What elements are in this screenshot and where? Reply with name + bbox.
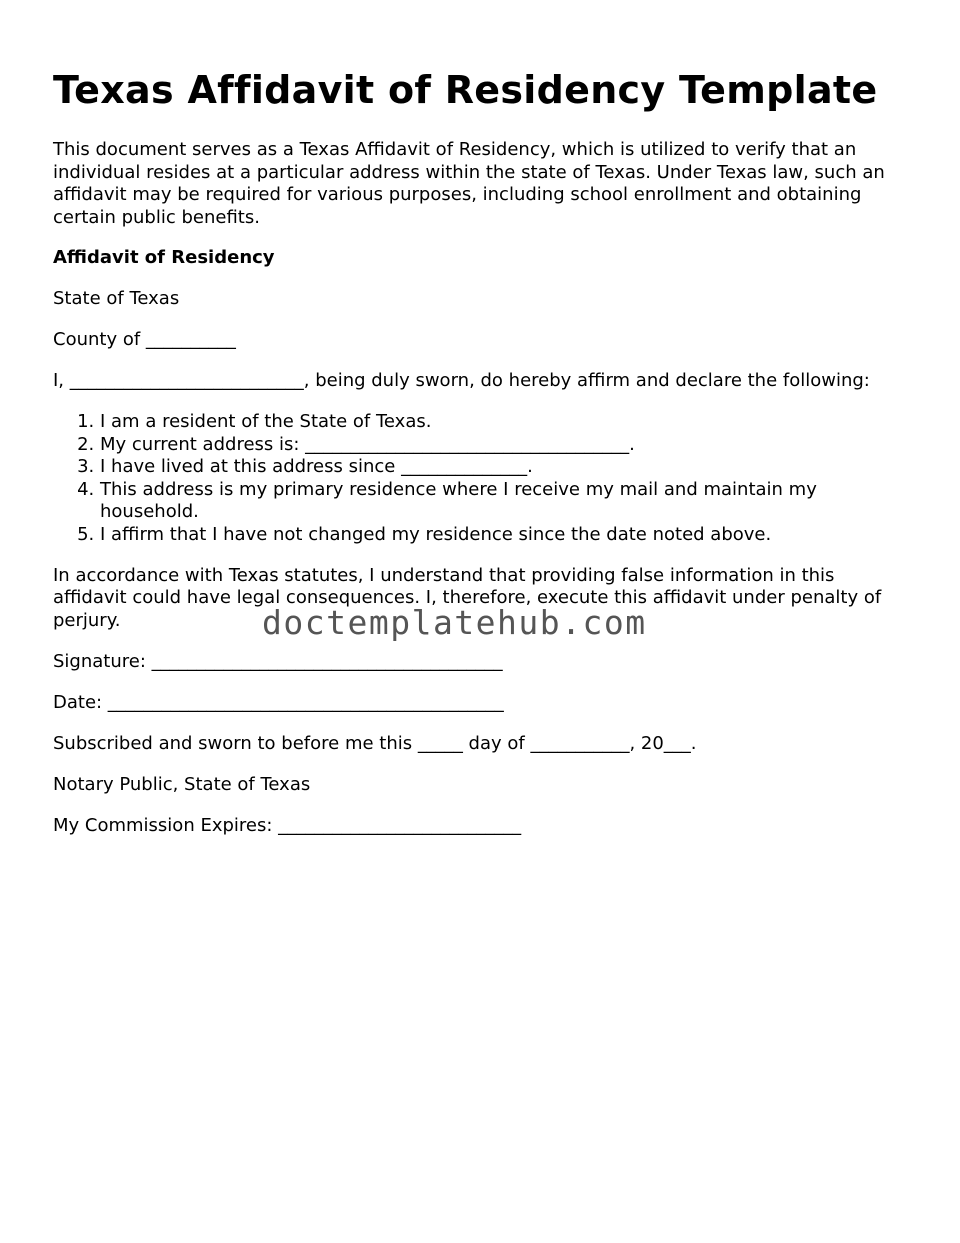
list-item: 4. This address is my primary residence where I receive my mail and maintain my household. (100, 479, 906, 524)
signature-line: Signature: _______________________________________ (53, 650, 503, 672)
county-line: County of __________ (53, 329, 236, 350)
document-page (53, 66, 913, 837)
list-item: 2. My current address is: ____________________________________. (100, 434, 906, 457)
notary-line: Notary Public, State of Texas (53, 773, 311, 795)
list-item: 3. I have lived at this address since ______________. (100, 456, 906, 479)
sworn-line: Subscribed and sworn to before me this _____ day of ___________, 20___. (53, 732, 697, 754)
intro-paragraph: This document serves as a Texas Affidavit of Residency, which is utilized to verify that an individual resides at a particular address within the state of Texas. Under Texas law, such an affidavit may be required for various purposes, including school enrollment and obtaining certain public benefits. (53, 139, 885, 228)
list-item: 1. I am a resident of the State of Texas. (100, 411, 906, 434)
closing-paragraph: In accordance with Texas statutes, I understand that providing false information in this affidavit could have legal consequences. I, therefore, execute this affidavit under penalty of perjury. (53, 564, 882, 631)
watermark: doctemplatehub.com (262, 603, 647, 642)
affiant-line: I, __________________________, being duly sworn, do hereby affirm and declare the following: (53, 370, 870, 391)
list-item: 5. I affirm that I have not changed my residence since the date noted above. (100, 524, 906, 547)
commission-line: My Commission Expires: ___________________________ (53, 814, 522, 836)
affirmation-list (53, 411, 906, 546)
state-line: State of Texas (53, 288, 180, 309)
section-heading: Affidavit of Residency (53, 247, 275, 268)
page-title: Texas Affidavit of Residency Template (53, 68, 878, 112)
date-line: Date: ____________________________________________ (53, 691, 504, 713)
